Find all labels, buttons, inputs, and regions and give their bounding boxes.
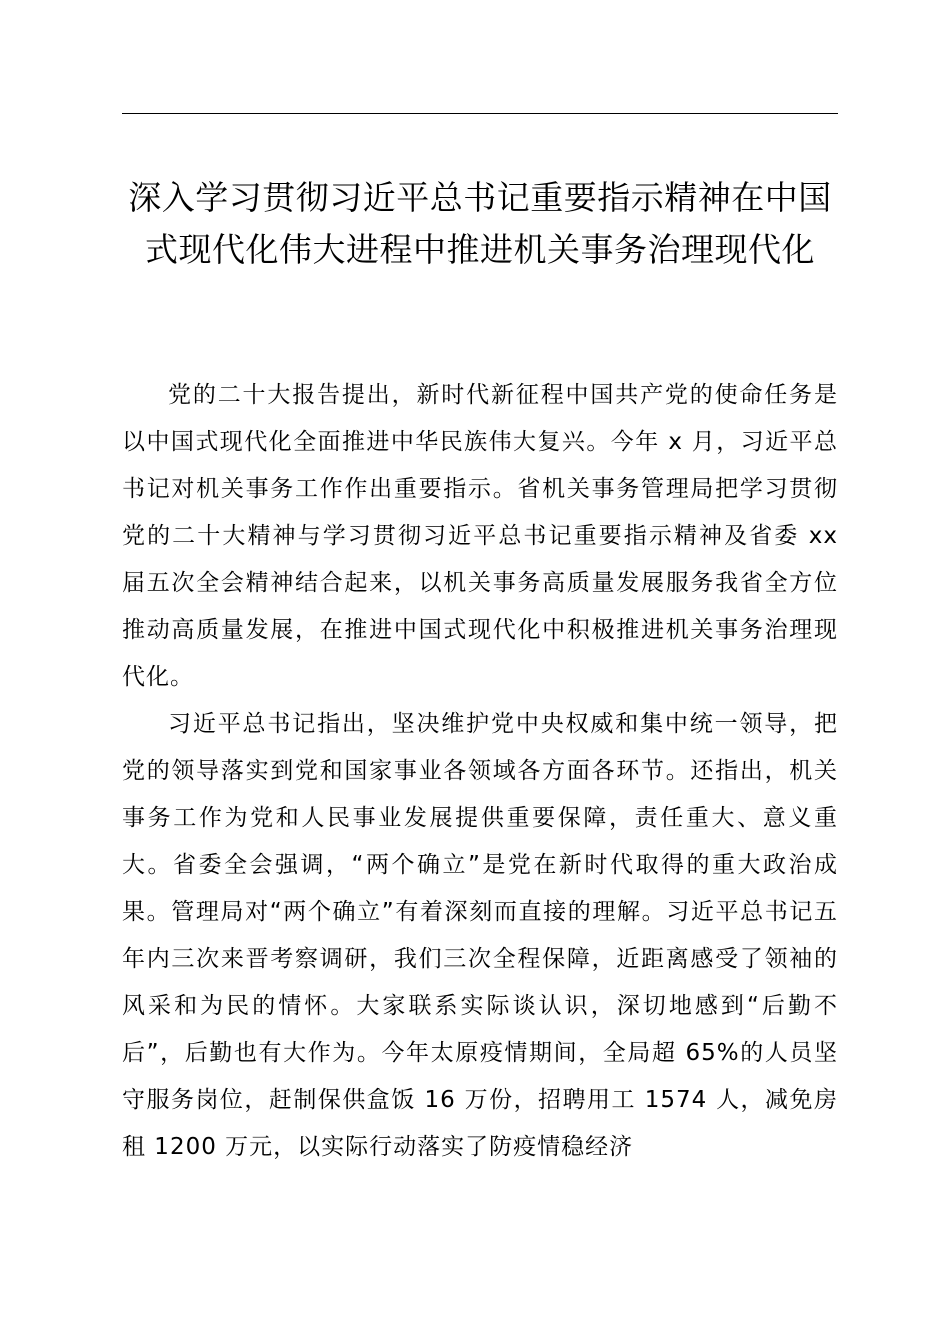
header-rule — [122, 113, 838, 114]
document-body — [122, 372, 838, 1171]
body-paragraph-1: 党的二十大报告提出，新时代新征程中国共产党的使命任务是以中国式现代化全面推进中华民族伟大复兴。今年 x 月，习近平总书记对机关事务工作作出重要指示。省机关事务管理局把学习贯彻党的二十大精神与学习贯彻习近平总书记重要指示精神及省委 xx 届五次全会精神结合起来，以机关事务高质量发展服务我省全方位推动高质量发展，在推进中国式现代化中积极推进机关事务治理现代化。 — [122, 382, 838, 690]
body-paragraph-2: 习近平总书记指出，坚决维护党中央权威和集中统一领导，把党的领导落实到党和国家事业各领域各方面各环节。还指出，机关事务工作为党和人民事业发展提供重要保障，责任重大、意义重大。省委全会强调，“两个确立”是党在新时代取得的重大政治成果。管理局对“两个确立”有着深刻而直接的理解。习近平总书记五年内三次来晋考察调研，我们三次全程保障，近距离感受了领袖的风采和为民的情怀。大家联系实际谈认识，深切地感到“后勤不后”，后勤也有大作为。今年太原疫情期间，全局超 65%的人员坚守服务岗位，赶制保供盒饭 16 万份，招聘用工 1574 人，减免房租 1200 万元，以实际行动落实了防疫情稳经济 — [122, 711, 838, 1160]
document-title: 深入学习贯彻习近平总书记重要指示精神在中国式现代化伟大进程中推进机关事务治理现代化 — [128, 178, 832, 269]
